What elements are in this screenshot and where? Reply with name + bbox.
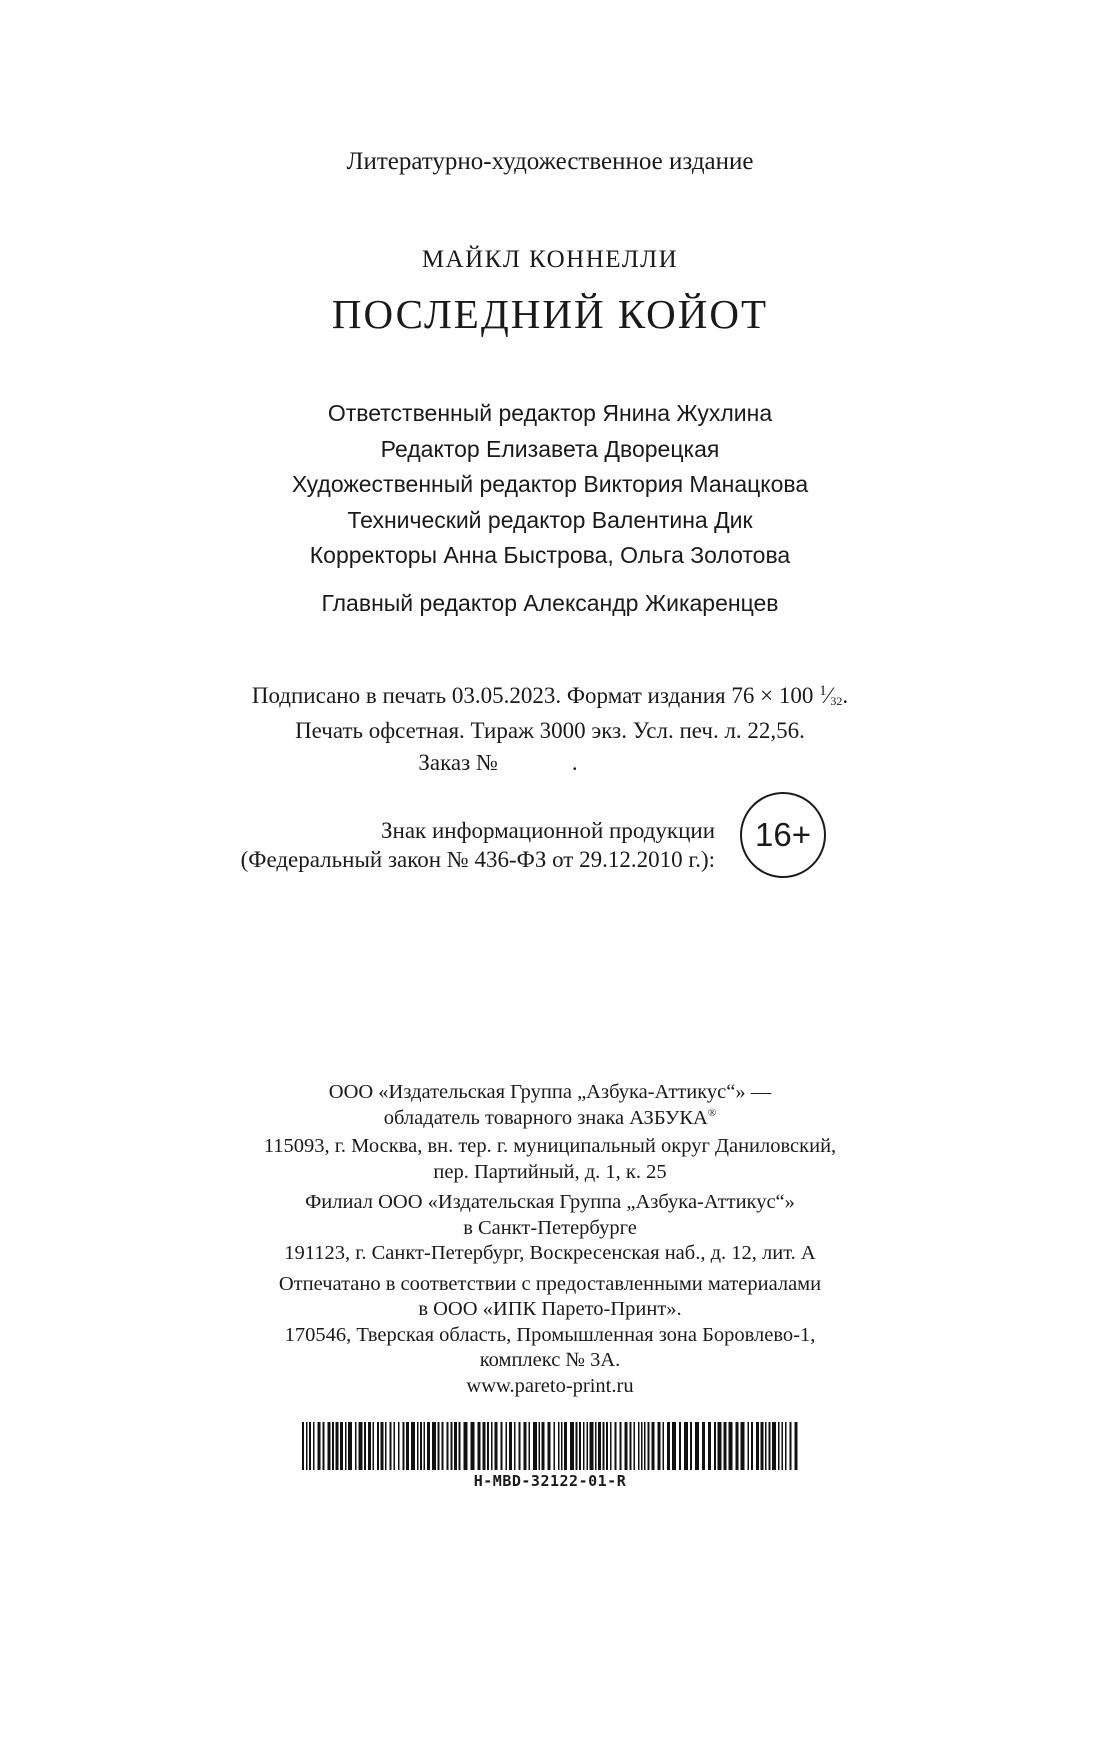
imprint-line: 115093, г. Москва, вн. тер. г. муниципальный округ Даниловский, bbox=[263, 1135, 837, 1157]
barcode-bar bbox=[630, 1422, 632, 1470]
barcode-bar bbox=[495, 1422, 498, 1470]
barcode-bar bbox=[679, 1422, 681, 1470]
barcode-bar bbox=[729, 1422, 733, 1470]
barcode-bar bbox=[464, 1422, 468, 1470]
barcode-bar bbox=[420, 1422, 422, 1470]
imprint-line: пер. Партийный, д. 1, к. 25 bbox=[433, 1160, 667, 1183]
imprint-line: в ООО «ИПК Парето-Принт». bbox=[418, 1298, 682, 1320]
barcode-bar bbox=[724, 1422, 727, 1470]
imprint-line: Отпечатано в соответствии с предоставленными материалами bbox=[278, 1272, 822, 1295]
barcode-bar bbox=[785, 1422, 787, 1470]
barcode-bar bbox=[606, 1422, 608, 1470]
barcode-bar bbox=[695, 1422, 699, 1470]
barcode-bar bbox=[663, 1422, 665, 1470]
credit-line: Редактор Елизавета Дворецкая bbox=[380, 435, 720, 462]
barcode-block bbox=[0, 1422, 1100, 1491]
barcode bbox=[300, 1422, 800, 1490]
order-number-line bbox=[0, 747, 1048, 779]
barcode-bar bbox=[340, 1422, 343, 1470]
barcode-bar bbox=[306, 1422, 308, 1470]
barcode-bar bbox=[641, 1422, 643, 1470]
book-title: ПОСЛЕДНИЙ КОЙОТ bbox=[331, 291, 769, 337]
author-name: МАЙКЛ КОННЕЛЛИ bbox=[421, 246, 679, 273]
barcode-bar bbox=[634, 1422, 636, 1470]
barcode-bar bbox=[667, 1422, 670, 1470]
barcode-bar bbox=[403, 1422, 405, 1470]
barcode-bar bbox=[519, 1422, 521, 1470]
barcode-bar bbox=[579, 1422, 581, 1470]
barcode-bar bbox=[570, 1422, 574, 1470]
barcode-bar bbox=[355, 1422, 357, 1470]
barcode-bar bbox=[447, 1422, 449, 1470]
barcode-bar bbox=[318, 1422, 321, 1470]
imprint-line: ООО «Издательская Группа „Азбука-Аттикус“» — bbox=[328, 1081, 772, 1103]
print-format-text: Подписано в печать 03.05.2023. Формат издания 76 × 100 bbox=[251, 683, 820, 708]
order-label: Заказ № bbox=[418, 750, 498, 775]
imprint-line: в Санкт-Петербурге bbox=[463, 1216, 637, 1239]
barcode-bar bbox=[751, 1422, 753, 1470]
imprint-line bbox=[0, 1106, 1100, 1135]
credit-line: Ответственный редактор Янина Жухлина bbox=[327, 400, 773, 426]
print-info bbox=[0, 680, 1100, 779]
barcode-bar bbox=[533, 1422, 537, 1470]
barcode-bar bbox=[772, 1422, 776, 1470]
barcode-bar bbox=[411, 1422, 415, 1470]
barcode-bar bbox=[684, 1422, 688, 1470]
barcode-bar bbox=[417, 1422, 419, 1470]
barcode-bar bbox=[548, 1422, 551, 1470]
credits-list bbox=[0, 396, 1100, 574]
barcode-bar bbox=[501, 1422, 503, 1470]
barcode-bar bbox=[554, 1422, 556, 1470]
barcode-bar bbox=[595, 1422, 597, 1470]
barcode-bar bbox=[385, 1422, 387, 1470]
barcode-bar bbox=[590, 1422, 594, 1470]
barcode-bars bbox=[300, 1422, 800, 1470]
print-info-line-2: Печать офсетная. Тираж 3000 экз. Усл. печ. л. 22,56. bbox=[295, 718, 805, 743]
barcode-bar bbox=[377, 1422, 379, 1470]
barcode-bar bbox=[451, 1422, 453, 1470]
barcode-bar bbox=[302, 1422, 304, 1470]
barcode-bar bbox=[514, 1422, 516, 1470]
chief-editor: Главный редактор Александр Жикаренцев bbox=[321, 590, 779, 616]
format-fraction-numerator: 1 bbox=[819, 683, 827, 699]
barcode-bar bbox=[491, 1422, 493, 1470]
barcode-bar bbox=[368, 1422, 371, 1470]
order-end: . bbox=[571, 750, 578, 775]
barcode-bar bbox=[761, 1422, 764, 1470]
imprint-block bbox=[0, 1080, 1100, 1404]
branch-info bbox=[0, 1190, 1100, 1267]
barcode-bar bbox=[506, 1422, 508, 1470]
barcode-bar bbox=[625, 1422, 628, 1470]
barcode-bar bbox=[529, 1422, 531, 1470]
barcode-bar bbox=[603, 1422, 605, 1470]
barcode-bar bbox=[364, 1422, 366, 1470]
barcode-bar bbox=[332, 1422, 334, 1470]
barcode-bar bbox=[309, 1422, 311, 1470]
barcode-bar bbox=[587, 1422, 589, 1470]
format-fraction-denominator: 32 bbox=[830, 694, 843, 708]
barcode-bar bbox=[778, 1422, 780, 1470]
barcode-bar bbox=[323, 1422, 325, 1470]
barcode-bar bbox=[615, 1422, 617, 1470]
barcode-bar bbox=[741, 1422, 745, 1470]
barcode-bar bbox=[394, 1422, 396, 1470]
barcode-bar bbox=[795, 1422, 798, 1470]
age-rating-badge: 16+ bbox=[740, 792, 826, 878]
imprint-line: Филиал ООО «Издательская Группа „Азбука-Аттикус“» bbox=[305, 1191, 795, 1213]
barcode-bar bbox=[381, 1422, 384, 1470]
barcode-bar bbox=[598, 1422, 601, 1470]
barcode-bar bbox=[790, 1422, 792, 1470]
barcode-bar bbox=[708, 1422, 711, 1470]
barcode-bar bbox=[398, 1422, 400, 1470]
barcode-bar bbox=[648, 1422, 650, 1470]
barcode-bar bbox=[483, 1422, 486, 1470]
credit-line: Технический редактор Валентина Дик bbox=[347, 506, 753, 533]
barcode-bar bbox=[765, 1422, 767, 1470]
barcode-bar bbox=[542, 1422, 545, 1470]
barcode-bar bbox=[561, 1422, 563, 1470]
barcode-bar bbox=[471, 1422, 475, 1470]
barcode-bar bbox=[564, 1422, 567, 1470]
barcode-bar bbox=[658, 1422, 661, 1470]
print-format-end: . bbox=[842, 683, 849, 708]
barcode-bar bbox=[454, 1422, 457, 1470]
barcode-bar bbox=[638, 1422, 640, 1470]
trademark-owner: обладатель товарного знака АЗБУКА bbox=[383, 1106, 708, 1129]
barcode-bar bbox=[438, 1422, 440, 1470]
barcode-bar bbox=[672, 1422, 676, 1470]
printer-info bbox=[0, 1272, 1100, 1400]
barcode-bar bbox=[782, 1422, 784, 1470]
age-rating-line-1: Знак информационной продукции bbox=[381, 818, 715, 843]
barcode-bar bbox=[348, 1422, 352, 1470]
barcode-bar bbox=[748, 1422, 750, 1470]
barcode-label: H-MBD-32122-01-R bbox=[473, 1472, 627, 1490]
edition-type: Литературно-художественное издание bbox=[346, 148, 754, 175]
barcode-bar bbox=[406, 1422, 409, 1470]
barcode-bar bbox=[539, 1422, 541, 1470]
barcode-bar bbox=[620, 1422, 622, 1470]
barcode-bar bbox=[359, 1422, 363, 1470]
imprint-line: комплекс № 3А. bbox=[479, 1349, 621, 1371]
barcode-bar bbox=[524, 1422, 527, 1470]
barcode-bar bbox=[702, 1422, 705, 1470]
barcode-bar bbox=[558, 1422, 560, 1470]
registered-mark: ® bbox=[707, 1106, 717, 1119]
barcode-bar bbox=[583, 1422, 585, 1470]
age-rating-text bbox=[150, 816, 715, 874]
barcode-bar bbox=[718, 1422, 722, 1470]
barcode-bar bbox=[756, 1422, 759, 1470]
barcode-bar bbox=[487, 1422, 489, 1470]
barcode-bar bbox=[424, 1422, 426, 1470]
barcode-bar bbox=[427, 1422, 430, 1470]
print-info-line-1: Подписано в печать 03.05.2023. Формат издания 76 × 100 $^1$⁄32. bbox=[251, 683, 849, 708]
barcode-bar bbox=[652, 1422, 655, 1470]
barcode-bar bbox=[313, 1422, 315, 1470]
barcode-bar bbox=[336, 1422, 339, 1470]
barcode-bar bbox=[769, 1422, 771, 1470]
barcode-bar bbox=[714, 1422, 716, 1470]
publisher-info bbox=[0, 1080, 1100, 1185]
barcode-bar bbox=[345, 1422, 347, 1470]
barcode-bar bbox=[459, 1422, 461, 1470]
barcode-bar bbox=[610, 1422, 612, 1470]
barcode-bar bbox=[576, 1422, 578, 1470]
barcode-bar bbox=[644, 1422, 646, 1470]
barcode-bar bbox=[690, 1422, 692, 1470]
barcode-bar bbox=[390, 1422, 392, 1470]
barcode-bar bbox=[442, 1422, 444, 1470]
barcode-bar bbox=[509, 1422, 512, 1470]
imprint-line: 170546, Тверская область, Промышленная зона Боровлево-1, bbox=[284, 1323, 816, 1346]
age-rating-line-2: (Федеральный закон № 436-ФЗ от 29.12.2010 г.): bbox=[240, 847, 715, 872]
credit-line: Художественный редактор Виктория Манацкова bbox=[291, 471, 809, 497]
barcode-bar bbox=[478, 1422, 481, 1470]
credit-line: Корректоры Анна Быстрова, Ольга Золотова bbox=[309, 542, 791, 568]
barcode-bar bbox=[736, 1422, 739, 1470]
barcode-bar bbox=[432, 1422, 436, 1470]
barcode-bar bbox=[328, 1422, 331, 1470]
imprint-line: 191123, г. Санкт-Петербург, Воскресенская наб., д. 12, лит. А bbox=[284, 1242, 816, 1264]
printer-website: www.pareto-print.ru bbox=[466, 1374, 634, 1397]
barcode-bar bbox=[373, 1422, 375, 1470]
